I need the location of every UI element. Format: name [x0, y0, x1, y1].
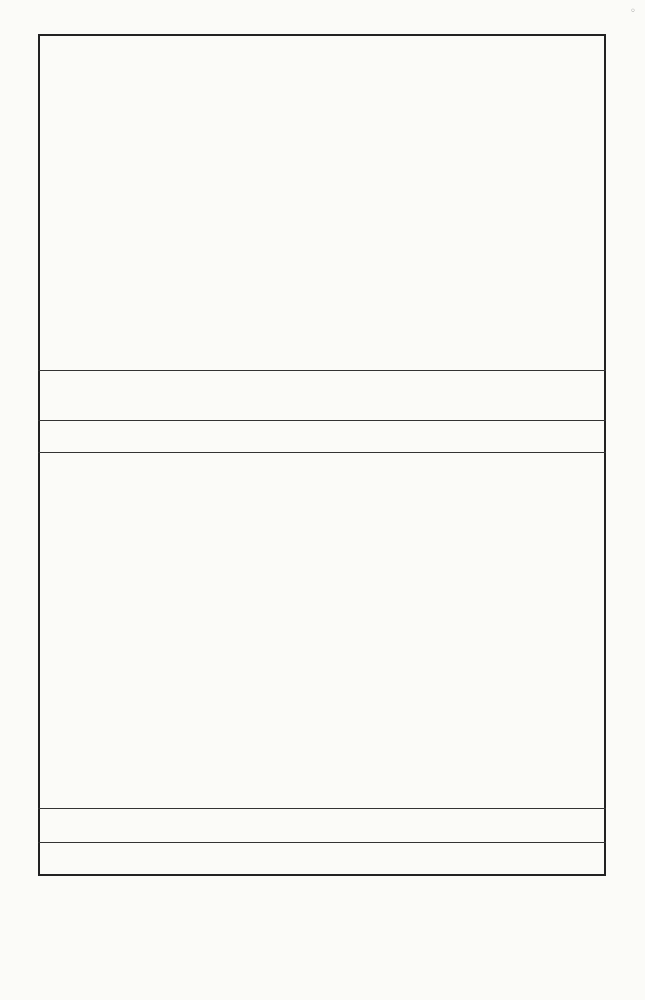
top-count-divider	[38, 370, 606, 371]
block-divider	[38, 452, 606, 453]
page-frame	[38, 34, 606, 876]
bottom-count-divider-2	[38, 842, 606, 843]
bottom-count-divider	[38, 808, 606, 809]
top-count-divider-2	[38, 420, 606, 421]
corner-mark: ◦	[630, 6, 636, 17]
